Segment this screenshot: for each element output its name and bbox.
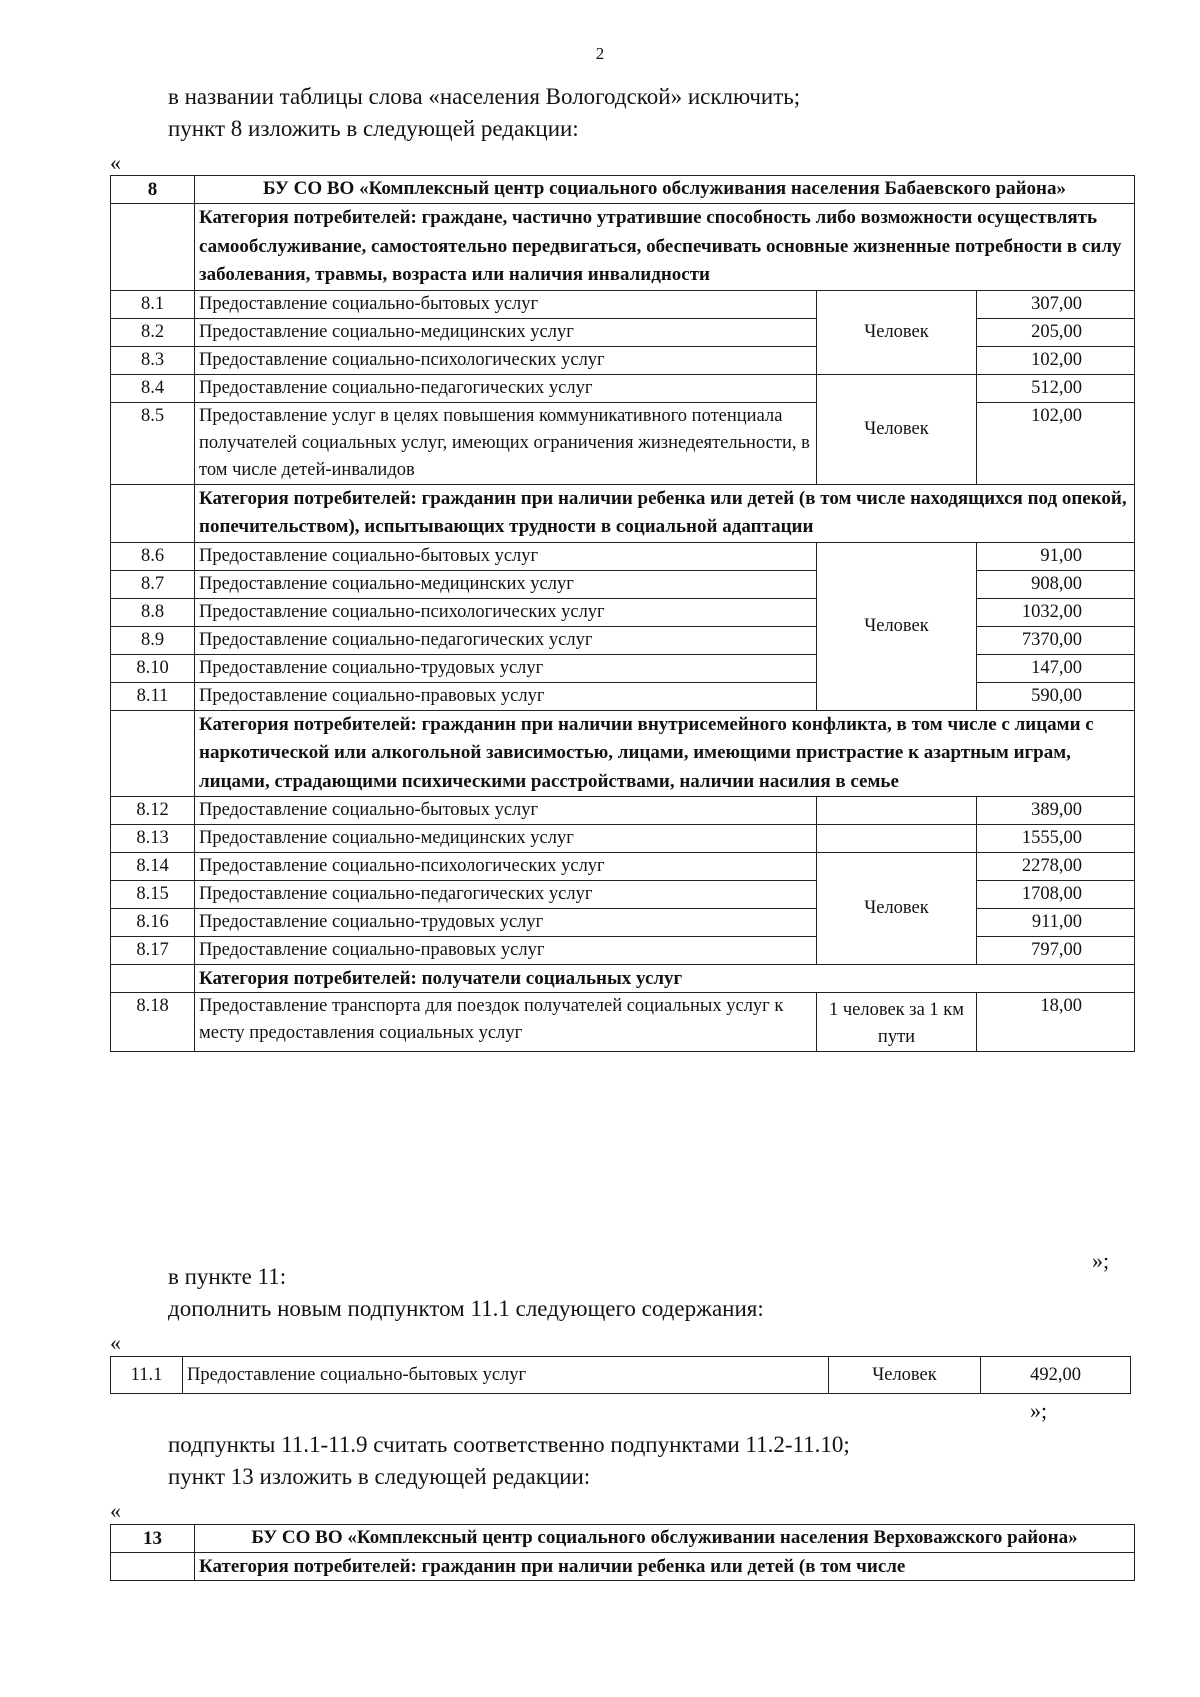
page-number: 2 [595,44,605,63]
row-value: 908,00 [977,570,1135,598]
row-value: 7370,00 [977,626,1135,654]
open-quote: « [110,150,121,175]
row-number: 8.10 [111,654,195,682]
row-service: Предоставление социально-психологических услуг [195,346,817,374]
row-value: 797,00 [977,937,1135,965]
row-service: Предоставление социально-психологических услуг [195,598,817,626]
row-number: 8.18 [111,993,195,1052]
row-value: 91,00 [977,542,1135,570]
row-value: 1555,00 [977,825,1135,853]
row-unit: Человек [817,374,977,484]
row-value: 2278,00 [977,853,1135,881]
table-row [111,346,1135,374]
outro-line-2: пункт 13 изложить в следующей редакции: [168,1464,591,1489]
row-unit: Человек [829,1357,981,1394]
institution-title: БУ СО ВО «Комплексный центр социального обслуживании населения Верховажского района» [195,1525,1135,1553]
section11-line-2: дополнить новым подпунктом 11.1 следующего содержания: [168,1296,764,1321]
category-label: Категория потребителей: граждане, частично утратившие способность либо возможности осуществлять самообслуживание, самостоятельно передвигаться, обеспечивать основные жизненные потребности в силу заболевания, травмы, возраста или наличия инвалидности [195,204,1135,291]
row-number: 8.3 [111,346,195,374]
row-unit-empty [817,797,977,825]
row-unit: 1 человек за 1 км пути [817,993,977,1052]
row-service: Предоставление социально-медицинских услуг [195,570,817,598]
row-value: 512,00 [977,374,1135,402]
row-service: Предоставление социально-бытовых услуг [195,542,817,570]
table-row [111,797,1135,825]
row-number: 8.2 [111,318,195,346]
row-number: 8.15 [111,881,195,909]
row-number: 8.14 [111,853,195,881]
row-value: 590,00 [977,682,1135,710]
table-row [111,374,1135,402]
close-quote: »; [1092,1248,1110,1273]
row-value: 205,00 [977,318,1135,346]
intro-line-1: в названии таблицы слова «населения Вологодской» исключить; [168,84,801,109]
table-row [111,626,1135,654]
row-service: Предоставление услуг в целях повышения коммуникативного потенциала получателей социальных услуг, имеющих ограничения жизнедеятельности, в том числе детей-инвалидов [195,402,817,484]
row-value: 18,00 [977,993,1135,1052]
row-value: 1708,00 [977,881,1135,909]
table-row [111,937,1135,965]
row-number: 8.17 [111,937,195,965]
section11-line-1: в пункте 11: [168,1264,287,1289]
table-item-11-1 [110,1356,1131,1394]
row-number: 11.1 [111,1357,183,1394]
category-label: Категория потребителей: гражданин при наличии ребенка или детей (в том числе находящихся под опекой, попечительством), испытывающих трудности в социальной адаптации [195,484,1135,542]
table-row [111,853,1135,881]
table-row [111,1357,1131,1394]
table-row [111,402,1135,484]
row-service: Предоставление социально-педагогических услуг [195,881,817,909]
row-service: Предоставление социально-медицинских услуг [195,318,817,346]
row-unit: Человек [817,290,977,374]
row-service: Предоставление социально-бытовых услуг [183,1357,829,1394]
row-service: Предоставление социально-бытовых услуг [195,290,817,318]
row-unit: Человек [817,853,977,965]
category-row [111,484,1135,542]
category-label: Категория потребителей: гражданин при наличии внутрисемейного конфликта, в том числе с лицами с наркотической или алкогольной зависимостью, лицами, имеющими пристрастие к азартным играм, лицами, страдающими психическими расстройствами, наличии насилия в семье [195,710,1135,797]
table-row [111,909,1135,937]
row-service: Предоставление транспорта для поездок получателей социальных услуг к месту предоставления социальных услуг [195,993,817,1052]
row-service: Предоставление социально-правовых услуг [195,682,817,710]
row-number: 8.8 [111,598,195,626]
row-number: 8.13 [111,825,195,853]
row-unit: Человек [817,542,977,710]
table-row-header [111,1525,1135,1553]
row-value: 102,00 [977,346,1135,374]
table-item-13 [110,1524,1135,1581]
row-number: 8.11 [111,682,195,710]
category-label: Категория потребителей: получатели социальных услуг [195,965,1135,993]
row-value: 102,00 [977,402,1135,484]
intro-line-2: пункт 8 изложить в следующей редакции: [168,116,579,141]
category-row [111,1553,1135,1581]
row-value: 492,00 [981,1357,1131,1394]
row-value: 389,00 [977,797,1135,825]
table-row [111,682,1135,710]
row-service: Предоставление социально-трудовых услуг [195,654,817,682]
close-quote: »; [1030,1398,1048,1423]
row-value: 1032,00 [977,598,1135,626]
row-service: Предоставление социально-трудовых услуг [195,909,817,937]
row-unit-empty [817,825,977,853]
item-number: 8 [111,176,195,204]
row-service: Предоставление социально-психологических услуг [195,853,817,881]
category-row [111,204,1135,291]
table-row [111,318,1135,346]
table-row [111,993,1135,1052]
item-number: 13 [111,1525,195,1553]
open-quote: « [110,1330,121,1355]
table-row [111,598,1135,626]
row-service: Предоставление социально-педагогических услуг [195,374,817,402]
row-number: 8.12 [111,797,195,825]
row-service: Предоставление социально-медицинских услуг [195,825,817,853]
category-label: Категория потребителей: гражданин при наличии ребенка или детей (в том числе [195,1553,1135,1581]
category-row [111,965,1135,993]
institution-title: БУ СО ВО «Комплексный центр социального обслуживания населения Бабаевского района» [195,176,1135,204]
row-number: 8.16 [111,909,195,937]
table-row [111,290,1135,318]
table-row [111,654,1135,682]
row-service: Предоставление социально-бытовых услуг [195,797,817,825]
row-value: 307,00 [977,290,1135,318]
row-service: Предоставление социально-педагогических услуг [195,626,817,654]
row-value: 147,00 [977,654,1135,682]
category-row [111,710,1135,797]
row-number: 8.6 [111,542,195,570]
table-row [111,881,1135,909]
table-item-8 [110,175,1135,1052]
row-number: 8.7 [111,570,195,598]
table-row [111,542,1135,570]
row-service: Предоставление социально-правовых услуг [195,937,817,965]
row-number: 8.5 [111,402,195,484]
row-number: 8.1 [111,290,195,318]
table-row-header [111,176,1135,204]
open-quote: « [110,1498,121,1523]
outro-line-1: подпункты 11.1-11.9 считать соответственно подпунктами 11.2-11.10; [168,1432,850,1457]
row-number: 8.4 [111,374,195,402]
table-row [111,570,1135,598]
row-value: 911,00 [977,909,1135,937]
table-row [111,825,1135,853]
row-number: 8.9 [111,626,195,654]
